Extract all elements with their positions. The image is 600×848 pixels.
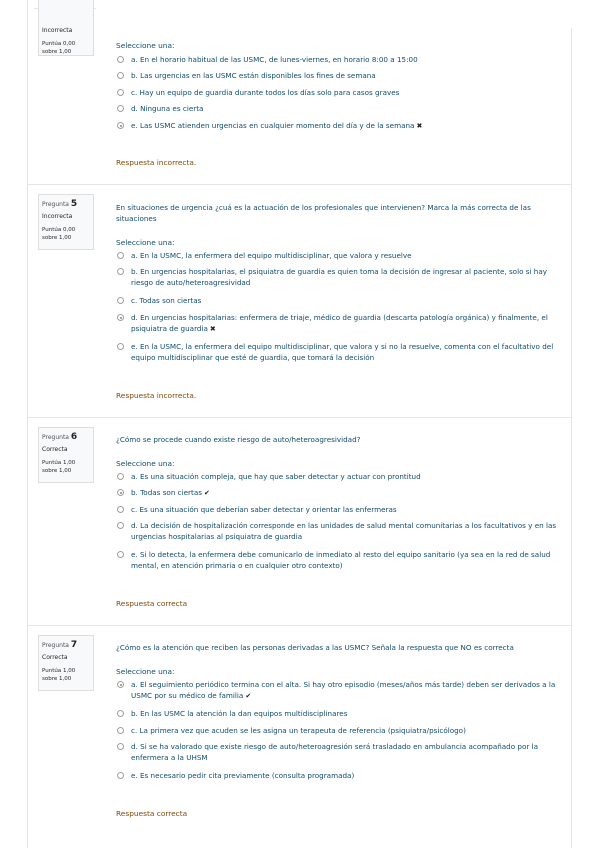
answer-option[interactable] (117, 296, 557, 307)
grade-max: sobre 1,00 (42, 468, 72, 474)
question-number (42, 640, 90, 651)
question-info-4 (38, 0, 94, 56)
radio-button[interactable] (117, 506, 124, 513)
radio-button[interactable] (117, 297, 124, 304)
question-info-5 (38, 194, 94, 250)
answer-option-selected[interactable] (117, 680, 557, 701)
question-label: Pregunta (42, 642, 69, 649)
question-number-value: 7 (70, 640, 78, 650)
radio-button[interactable] (117, 551, 124, 558)
feedback-text: Respuesta incorrecta. (116, 391, 197, 400)
answer-option[interactable] (117, 71, 557, 82)
option-text: a. El seguimiento periódico termina con el alta. Si hay otro episodio (meses/años más tarde) deben ser derivados a la USMC por su médico de familia (131, 680, 556, 700)
question-divider (28, 625, 571, 626)
option-text: d. En urgencias hospitalarias: enfermera de triaje, médico de guardia (descarta patología orgánica) y finalmente, el psiquiatra de guardia (131, 313, 548, 333)
question-divider (28, 417, 571, 418)
radio-button-checked[interactable] (117, 122, 124, 129)
answer-option[interactable] (117, 726, 557, 737)
grade-score: Puntúa 0,00 (42, 41, 76, 47)
feedback-text: Respuesta incorrecta. (116, 158, 197, 167)
option-text: e. Si lo detecta, la enfermera debe comunicarlo de inmediato al resto del equipo sanitario (ya sea en la red de salud mental, en atención primaria o en cualquier otro contexto) (131, 550, 551, 570)
grade-score: Puntúa 1,00 (42, 460, 76, 466)
radio-button[interactable] (117, 252, 124, 259)
question-grade (42, 459, 90, 475)
answer-option[interactable] (117, 505, 557, 516)
option-text: e. En la USMC, la enfermera del equipo multidisciplinar, que valora y si no la resuelve, comenta con el facultativo del equipo multidisciplinar que esté de guardia, que tomará la decisión (131, 342, 554, 362)
option-text: b. Las urgencias en las USMC están disponibles los fines de semana (131, 71, 376, 80)
option-text: c. Hay un equipo de guardia durante todos los días solo para casos graves (131, 88, 400, 97)
question-info-7 (38, 635, 94, 691)
correct-icon: ✔ (203, 489, 210, 497)
feedback-text: Respuesta correcta (116, 599, 188, 608)
answer-option-selected[interactable] (117, 488, 557, 499)
question-grade (42, 226, 90, 242)
option-text: c. La primera vez que acuden se les asigna un terapeuta de referencia (psiquiatra/psicólogo) (131, 726, 466, 735)
answer-option[interactable] (117, 742, 557, 763)
question-divider (28, 184, 571, 185)
answer-option[interactable] (117, 251, 557, 262)
question-grade (42, 667, 90, 683)
radio-button[interactable] (117, 268, 124, 275)
question-label: Pregunta (42, 434, 69, 441)
option-text: d. Si se ha valorado que existe riesgo de auto/heteroagresión será trasladado en ambulancia acompañado por la enfermera a la UHSM (131, 742, 539, 762)
answer-option[interactable] (117, 521, 557, 542)
radio-button[interactable] (117, 473, 124, 480)
radio-button-checked[interactable] (117, 489, 124, 496)
question-number (42, 432, 90, 443)
feedback-text: Respuesta correcta (116, 809, 188, 818)
question-state: Correcta (42, 446, 68, 453)
question-number (42, 199, 90, 210)
option-text: b. Todas son ciertas (131, 488, 202, 497)
radio-button[interactable] (117, 72, 124, 79)
grade-score: Puntúa 0,00 (42, 227, 76, 233)
option-text: e. Es necesario pedir cita previamente (consulta programada) (131, 771, 355, 780)
grade-max: sobre 1,00 (42, 235, 72, 241)
option-text: a. En el horario habitual de las USMC, de lunes-viernes, en horario 8:00 a 15:00 (131, 55, 418, 64)
answer-option[interactable] (117, 771, 557, 782)
question-text: ¿Cómo se procede cuando existe riesgo de auto/heteroagresividad? (116, 435, 361, 444)
radio-button[interactable] (117, 727, 124, 734)
radio-button-checked[interactable] (117, 681, 124, 688)
question-state: Correcta (42, 654, 68, 661)
grade-max: sobre 1,00 (42, 676, 72, 682)
radio-button-checked[interactable] (117, 314, 124, 321)
answer-option[interactable] (117, 550, 557, 571)
answer-option-selected[interactable] (117, 121, 557, 132)
question-number-value: 5 (70, 199, 78, 209)
answer-prompt: Seleccione una: (116, 667, 175, 676)
question-text: En situaciones de urgencia ¿cuá es la actuación de los profesionales que intervienen? Marca la más correcta de las situaciones (116, 203, 531, 223)
question-label: Pregunta (42, 201, 69, 208)
answer-option[interactable] (117, 55, 557, 66)
radio-button[interactable] (117, 89, 124, 96)
radio-button[interactable] (117, 522, 124, 529)
radio-button[interactable] (117, 105, 124, 112)
answer-prompt: Seleccione una: (116, 459, 175, 468)
option-text: a. Es una situación compleja, que hay que saber detectar y actuar con prontitud (131, 472, 421, 481)
answer-option[interactable] (117, 267, 557, 288)
incorrect-icon: ✖ (209, 324, 216, 333)
answer-option[interactable] (117, 342, 557, 363)
option-text: c. Todas son ciertas (131, 296, 202, 305)
question-state: Incorrecta (42, 27, 73, 34)
answer-option-selected[interactable] (117, 313, 557, 334)
answer-prompt: Seleccione una: (116, 238, 175, 247)
question-number-value: 6 (70, 432, 78, 442)
question-state: Incorrecta (42, 213, 73, 220)
answer-option[interactable] (117, 709, 557, 720)
correct-icon: ✔ (245, 691, 252, 700)
grade-score: Puntúa 1,00 (42, 668, 76, 674)
radio-button[interactable] (117, 343, 124, 350)
answer-option[interactable] (117, 104, 557, 115)
answer-option[interactable] (117, 88, 557, 99)
incorrect-icon: ✖ (416, 122, 423, 130)
radio-button[interactable] (117, 56, 124, 63)
option-text: b. En urgencias hospitalarias, el psiquiatra de guardia es quien toma la decisión de ingresar al paciente, solo si hay riesgo de auto/heteroagresividad (131, 267, 548, 287)
option-text: d. La decisión de hospitalización corresponde en las unidades de salud mental comunitarias a los facultativos y en las urgencias hospitalarias al psiquiatra de guardia (131, 521, 557, 541)
radio-button[interactable] (117, 710, 124, 717)
radio-button[interactable] (117, 743, 124, 750)
question-text: ¿Cómo es la atención que reciben las personas derivadas a las USMC? Señala la respuesta que NO es correcta (116, 643, 514, 652)
option-text: a. En la USMC, la enfermera del equipo multidisciplinar, que valora y resuelve (131, 251, 412, 260)
question-grade (42, 40, 90, 56)
radio-button[interactable] (117, 772, 124, 779)
answer-prompt: Seleccione una: (116, 41, 175, 50)
answer-option[interactable] (117, 472, 557, 483)
page-border-right (571, 28, 572, 848)
question-info-6 (38, 427, 94, 483)
page-border-left (27, 0, 28, 848)
option-text: d. Ninguna es cierta (131, 104, 204, 113)
grade-max: sobre 1,00 (42, 49, 72, 55)
option-text: c. Es una situación que deberían saber detectar y orientar las enfermeras (131, 505, 397, 514)
option-text: e. Las USMC atienden urgencias en cualquier momento del día y de la semana (131, 121, 415, 130)
option-text: b. En las USMC la atención la dan equipos multidisciplinares (131, 709, 348, 718)
